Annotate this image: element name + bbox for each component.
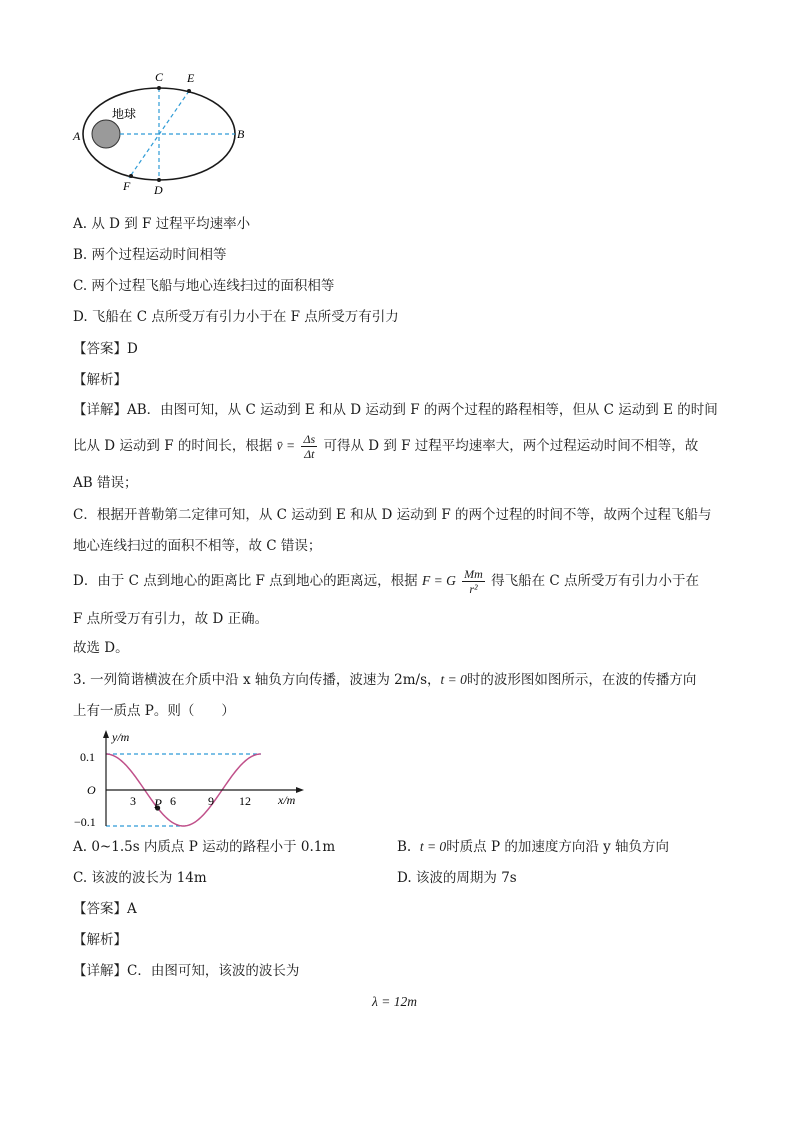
- q2-detail-line2-b: 可得从 D 到 F 过程平均速率大，两个过程运动时间不相等，故: [323, 438, 699, 454]
- point-c-label: C: [155, 70, 164, 84]
- q3-stem-line1-a: 3. 一列简谐横波在介质中沿 x 轴负方向传播，波速为 2m/s，: [73, 672, 441, 688]
- q3-answer: 【答案】A: [73, 901, 137, 917]
- y-tick-label-neg: −0.1: [74, 815, 96, 829]
- point-c-dot: [157, 86, 161, 90]
- wave-graph: [70, 728, 310, 832]
- x-tick-label-6: 6: [170, 794, 176, 808]
- x-axis-arrow: [296, 787, 304, 793]
- q3-option-b-t0: t = 0: [419, 839, 447, 854]
- point-d-dot: [157, 178, 161, 182]
- q2-option-c: C. 两个过程飞船与地心连线扫过的面积相等: [73, 278, 335, 294]
- q3-stem-line1: [73, 670, 696, 690]
- avg-speed-numerator: Δs: [303, 432, 316, 446]
- q2-conclusion: 故选 D。: [73, 640, 129, 656]
- q2-detail-line5: 地心连线扫过的面积不相等，故 C 错误；: [73, 538, 322, 554]
- q3-option-b: [397, 837, 669, 857]
- avg-speed-denominator: Δt: [304, 447, 315, 461]
- gravity-numerator: Mm: [464, 567, 483, 581]
- q3-stem-t0: t = 0: [440, 672, 467, 687]
- x-tick-label-3: 3: [130, 794, 136, 808]
- q2-detail-line7: F 点所受万有引力，故 D 正确。: [73, 611, 269, 627]
- q3-stem-line2: 上有一质点 P。则（ ）: [73, 703, 235, 719]
- point-f-label: F: [123, 179, 131, 193]
- x-axis-label: x/m: [278, 793, 296, 807]
- q3-detail-line1: 【详解】C．由图可知，该波的波长为: [73, 963, 300, 979]
- x-tick-label-9: 9: [208, 794, 214, 808]
- q2-analysis-heading: 【解析】: [73, 372, 127, 388]
- point-f-dot: [129, 174, 133, 178]
- q3-option-a: A. 0~1.5s 内质点 P 运动的路程小于 0.1m: [73, 839, 336, 855]
- earth-circle: [92, 120, 120, 148]
- q2-answer: 【答案】D: [73, 341, 138, 357]
- q2-option-a: A. 从 D 到 F 过程平均速率小: [73, 216, 251, 232]
- gravity-fraction: [462, 567, 485, 596]
- origin-label: O: [87, 783, 96, 797]
- q2-detail-line1: 【详解】AB．由图可知，从 C 运动到 E 和从 D 运动到 F 的两个过程的路程相等，但从 C 运动到 E 的时间: [73, 402, 718, 418]
- q2-detail-line6-b: 得飞船在 C 点所受万有引力小于在: [491, 573, 700, 589]
- gravity-denominator: r²: [469, 582, 478, 596]
- point-e-dot: [187, 89, 191, 93]
- earth-label: 地球: [112, 107, 137, 121]
- q2-detail-line3: AB 错误；: [73, 475, 138, 491]
- q2-detail-line6-a: D．由于 C 点到地心的距离比 F 点到地心的距离远，根据: [73, 573, 418, 589]
- avg-speed-formula-lhs: v̄ =: [276, 438, 296, 453]
- point-d-label: D: [154, 183, 163, 197]
- q2-detail-line4: C．根据开普勒第二定律可知，从 C 运动到 E 和从 D 运动到 F 的两个过程的时间不等，故两个过程飞船与: [73, 507, 712, 523]
- q2-detail-line6: [73, 563, 699, 599]
- q3-option-b-rest: 时质点 P 的加速度方向沿 y 轴负方向: [446, 839, 670, 855]
- orbit-figure: [68, 66, 258, 202]
- point-e-label: E: [187, 71, 195, 85]
- q2-option-b: B. 两个过程运动时间相等: [73, 247, 227, 263]
- q3-wavelength-formula: λ = 12m: [372, 994, 417, 1009]
- q2-option-d: D. 飞船在 C 点所受万有引力小于在 F 点所受万有引力: [73, 309, 399, 325]
- q2-detail-line2-a: 比从 D 运动到 F 的时间长，根据: [73, 438, 273, 454]
- q3-analysis-heading: 【解析】: [73, 932, 127, 948]
- y-axis-arrow: [103, 730, 109, 738]
- point-a-label: A: [73, 129, 81, 143]
- q3-stem-line1-b: 时的波形图如图所示，在波的传播方向: [466, 672, 697, 688]
- x-tick-label-12: 12: [239, 794, 251, 808]
- gravity-formula-lhs: F = G: [421, 573, 456, 588]
- point-b-label: B: [237, 127, 245, 141]
- point-p-label: P: [154, 796, 162, 811]
- q3-option-c: C. 该波的波长为 14m: [73, 870, 207, 886]
- q3-option-d: D. 该波的周期为 7s: [397, 870, 517, 886]
- avg-speed-fraction: [301, 432, 317, 461]
- y-axis-label: y/m: [112, 730, 130, 744]
- q3-option-b-prefix: B.: [397, 839, 412, 855]
- q2-detail-line2: [73, 430, 698, 462]
- y-tick-label-pos: 0.1: [80, 750, 95, 764]
